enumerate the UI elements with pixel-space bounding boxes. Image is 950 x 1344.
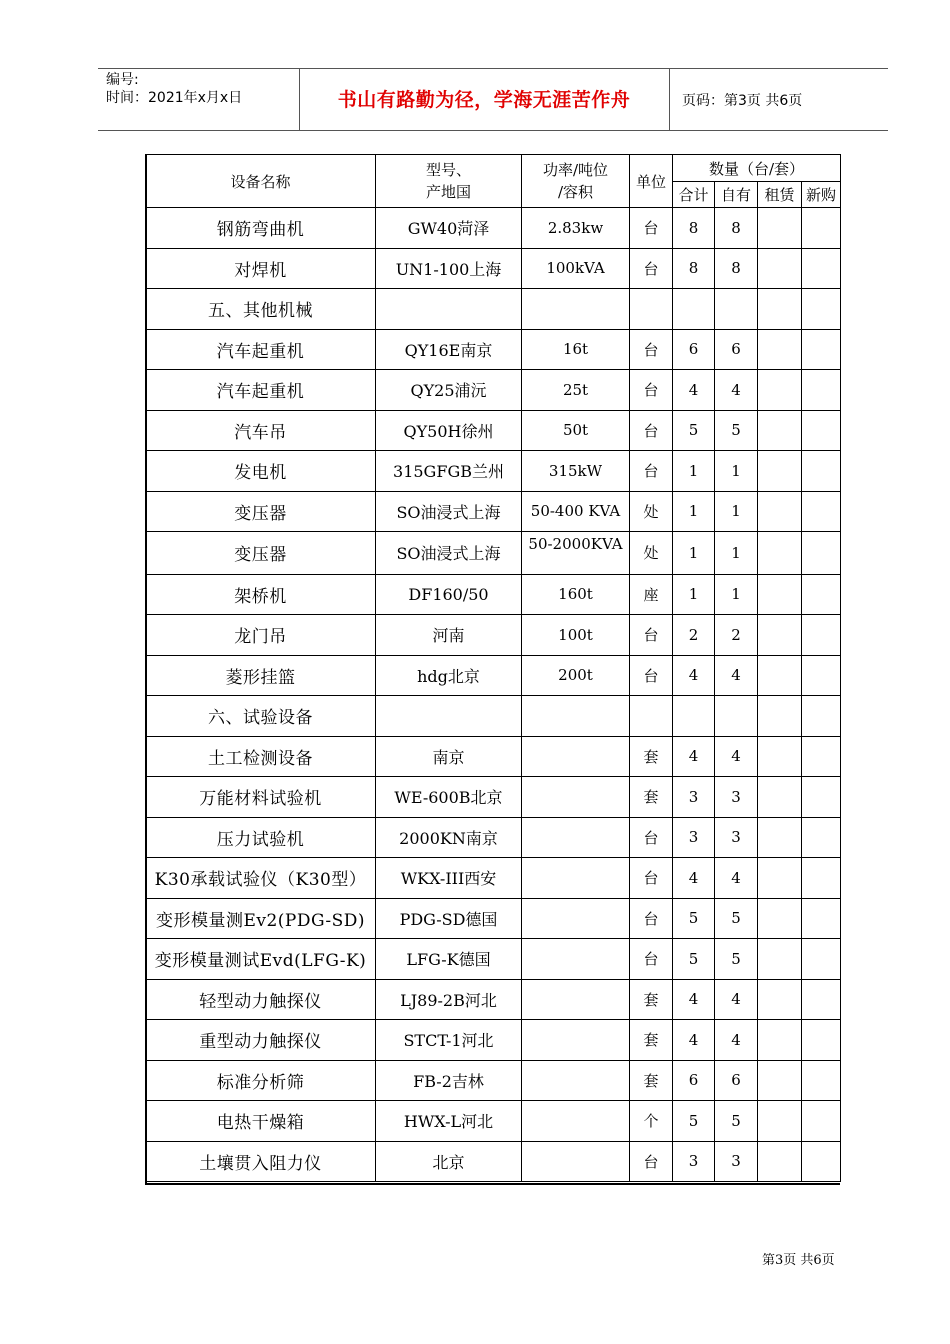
footer-page-info: 第3页 共6页 <box>762 1253 835 1268</box>
cell-total: 4 <box>673 655 715 696</box>
cell-name: 土工检测设备 <box>146 736 376 777</box>
cell-model: 北京 <box>376 1141 522 1182</box>
cell-rent <box>758 289 802 330</box>
cell-name: 发电机 <box>146 451 376 492</box>
cell-name: 汽车吊 <box>146 410 376 451</box>
cell-total: 4 <box>673 1020 715 1061</box>
cell-rent <box>758 898 802 939</box>
cell-power: 16t <box>522 329 630 370</box>
cell-unit: 套 <box>630 777 673 818</box>
table-row <box>146 451 841 492</box>
cell-power: 100t <box>522 615 630 656</box>
col-header-power-line2: /容积 <box>557 183 594 201</box>
cell-model: LJ89-2B河北 <box>376 979 522 1020</box>
cell-unit: 座 <box>630 574 673 615</box>
cell-name: 菱形挂篮 <box>146 655 376 696</box>
cell-unit: 处 <box>630 491 673 532</box>
cell-own: 3 <box>715 777 758 818</box>
cell-total <box>673 696 715 737</box>
cell-power: 100kVA <box>522 248 630 289</box>
cell-unit: 个 <box>630 1101 673 1142</box>
cell-new <box>802 777 841 818</box>
cell-total: 8 <box>673 248 715 289</box>
header-divider <box>669 69 670 130</box>
cell-total: 5 <box>673 1101 715 1142</box>
col-header-power-line1: 功率/吨位 <box>542 161 609 179</box>
page-header <box>98 68 888 131</box>
cell-power: 315kW <box>522 451 630 492</box>
cell-power: 50-400 KVA <box>522 491 630 532</box>
cell-name: 电热干燥箱 <box>146 1101 376 1142</box>
col-header-power <box>522 155 630 208</box>
table-row <box>146 491 841 532</box>
table-outer-border <box>145 1183 840 1185</box>
cell-model: HWX-L河北 <box>376 1101 522 1142</box>
cell-name: 万能材料试验机 <box>146 777 376 818</box>
cell-model: SO油浸式上海 <box>376 532 522 575</box>
cell-own: 1 <box>715 491 758 532</box>
cell-unit: 台 <box>630 817 673 858</box>
cell-own: 3 <box>715 1141 758 1182</box>
cell-total: 3 <box>673 777 715 818</box>
cell-power <box>522 777 630 818</box>
col-header-model-line1: 型号、 <box>425 161 471 179</box>
cell-name: 六、试验设备 <box>146 696 376 737</box>
cell-new <box>802 1020 841 1061</box>
cell-power: 2.83kw <box>522 208 630 249</box>
cell-rent <box>758 817 802 858</box>
cell-own: 2 <box>715 615 758 656</box>
cell-name: K30承载试验仪（K30型） <box>146 858 376 899</box>
cell-rent <box>758 410 802 451</box>
table-row <box>146 1020 841 1061</box>
time-label: 时间：2021年x月x日 <box>106 90 243 106</box>
cell-own <box>715 696 758 737</box>
cell-own: 4 <box>715 979 758 1020</box>
cell-unit <box>630 289 673 330</box>
cell-unit: 台 <box>630 655 673 696</box>
cell-rent <box>758 655 802 696</box>
cell-rent <box>758 615 802 656</box>
cell-name: 汽车起重机 <box>146 370 376 411</box>
cell-name: 对焊机 <box>146 248 376 289</box>
table-row <box>146 696 841 737</box>
cell-rent <box>758 370 802 411</box>
cell-new <box>802 370 841 411</box>
cell-unit: 台 <box>630 370 673 411</box>
cell-new <box>802 491 841 532</box>
cell-own: 4 <box>715 655 758 696</box>
cell-power: 25t <box>522 370 630 411</box>
cell-power <box>522 858 630 899</box>
cell-total: 1 <box>673 451 715 492</box>
cell-rent <box>758 329 802 370</box>
cell-unit: 套 <box>630 736 673 777</box>
cell-model: PDG-SD德国 <box>376 898 522 939</box>
cell-total: 1 <box>673 532 715 575</box>
table-body <box>146 208 841 1182</box>
cell-rent <box>758 858 802 899</box>
header-page-info: 页码：第3页 共6页 <box>682 93 803 109</box>
cell-power <box>522 939 630 980</box>
cell-model <box>376 289 522 330</box>
cell-model: LFG-K德国 <box>376 939 522 980</box>
cell-power <box>522 696 630 737</box>
table-row <box>146 289 841 330</box>
cell-rent <box>758 777 802 818</box>
cell-total: 6 <box>673 1060 715 1101</box>
table-row <box>146 1060 841 1101</box>
cell-power <box>522 817 630 858</box>
cell-new <box>802 289 841 330</box>
cell-own: 5 <box>715 939 758 980</box>
cell-own: 4 <box>715 858 758 899</box>
cell-unit: 台 <box>630 410 673 451</box>
cell-new <box>802 696 841 737</box>
cell-rent <box>758 574 802 615</box>
cell-unit: 处 <box>630 532 673 575</box>
cell-new <box>802 615 841 656</box>
table-row <box>146 736 841 777</box>
cell-rent <box>758 491 802 532</box>
cell-name: 变形模量测试Evd(LFG-K) <box>146 939 376 980</box>
cell-unit: 台 <box>630 858 673 899</box>
cell-new <box>802 817 841 858</box>
cell-power: 50t <box>522 410 630 451</box>
cell-rent <box>758 696 802 737</box>
cell-name: 架桥机 <box>146 574 376 615</box>
cell-name: 变形模量测Ev2(PDG-SD) <box>146 898 376 939</box>
cell-own: 5 <box>715 410 758 451</box>
table-row <box>146 858 841 899</box>
col-header-quantity: 数量（台/套） <box>673 155 841 182</box>
cell-new <box>802 532 841 575</box>
table-outer-border <box>145 154 147 1185</box>
header-meta <box>106 71 242 107</box>
cell-new <box>802 898 841 939</box>
cell-unit <box>630 696 673 737</box>
cell-model: 315GFGB兰州 <box>376 451 522 492</box>
cell-rent <box>758 248 802 289</box>
cell-own: 1 <box>715 574 758 615</box>
cell-power <box>522 289 630 330</box>
cell-model: QY50H徐州 <box>376 410 522 451</box>
cell-own: 8 <box>715 248 758 289</box>
cell-rent <box>758 1060 802 1101</box>
cell-power <box>522 1060 630 1101</box>
cell-own <box>715 289 758 330</box>
cell-name: 龙门吊 <box>146 615 376 656</box>
cell-rent <box>758 736 802 777</box>
header-motto: 书山有路勤为径，学海无涯苦作舟 <box>337 89 631 111</box>
cell-total: 4 <box>673 370 715 411</box>
cell-name: 变压器 <box>146 491 376 532</box>
col-header-model-line2: 产地国 <box>425 183 471 201</box>
cell-model: DF160/50 <box>376 574 522 615</box>
table-row <box>146 248 841 289</box>
col-header-own: 自有 <box>715 182 758 208</box>
table-row <box>146 208 841 249</box>
cell-name: 钢筋弯曲机 <box>146 208 376 249</box>
cell-model: 南京 <box>376 736 522 777</box>
cell-own: 4 <box>715 1020 758 1061</box>
cell-total: 3 <box>673 817 715 858</box>
col-header-unit: 单位 <box>630 155 673 208</box>
table-row <box>146 1101 841 1142</box>
cell-total: 5 <box>673 939 715 980</box>
cell-unit: 台 <box>630 898 673 939</box>
cell-rent <box>758 1020 802 1061</box>
cell-new <box>802 574 841 615</box>
cell-rent <box>758 939 802 980</box>
cell-total: 4 <box>673 979 715 1020</box>
cell-model: FB-2吉林 <box>376 1060 522 1101</box>
cell-total: 4 <box>673 736 715 777</box>
cell-own: 3 <box>715 817 758 858</box>
cell-rent <box>758 208 802 249</box>
col-header-name: 设备名称 <box>146 155 376 208</box>
cell-power: 50-2000KVA <box>522 532 630 575</box>
cell-total: 5 <box>673 898 715 939</box>
cell-new <box>802 979 841 1020</box>
cell-model: WE-600B北京 <box>376 777 522 818</box>
cell-total: 5 <box>673 410 715 451</box>
cell-own: 1 <box>715 532 758 575</box>
cell-unit: 台 <box>630 939 673 980</box>
cell-own: 6 <box>715 329 758 370</box>
cell-new <box>802 1101 841 1142</box>
cell-total: 8 <box>673 208 715 249</box>
cell-total: 1 <box>673 491 715 532</box>
cell-rent <box>758 532 802 575</box>
cell-new <box>802 939 841 980</box>
cell-model: 河南 <box>376 615 522 656</box>
cell-model: hdg北京 <box>376 655 522 696</box>
cell-model: 2000KN南京 <box>376 817 522 858</box>
cell-model: SO油浸式上海 <box>376 491 522 532</box>
cell-rent <box>758 451 802 492</box>
cell-new <box>802 329 841 370</box>
cell-own: 5 <box>715 898 758 939</box>
cell-own: 6 <box>715 1060 758 1101</box>
table-row <box>146 574 841 615</box>
table-row <box>146 817 841 858</box>
cell-rent <box>758 1101 802 1142</box>
cell-unit: 套 <box>630 979 673 1020</box>
table-header-row <box>146 155 841 182</box>
cell-power <box>522 1020 630 1061</box>
cell-model: QY25浦沅 <box>376 370 522 411</box>
cell-total: 3 <box>673 1141 715 1182</box>
cell-power <box>522 1141 630 1182</box>
cell-total: 4 <box>673 858 715 899</box>
cell-name: 汽车起重机 <box>146 329 376 370</box>
cell-name: 轻型动力触探仪 <box>146 979 376 1020</box>
cell-own: 1 <box>715 451 758 492</box>
cell-power <box>522 736 630 777</box>
cell-unit: 台 <box>630 1141 673 1182</box>
equipment-table <box>145 154 841 1182</box>
cell-power <box>522 979 630 1020</box>
cell-model: GW40菏泽 <box>376 208 522 249</box>
cell-rent <box>758 979 802 1020</box>
cell-name: 变压器 <box>146 532 376 575</box>
cell-power <box>522 898 630 939</box>
cell-total: 2 <box>673 615 715 656</box>
cell-unit: 套 <box>630 1060 673 1101</box>
cell-power: 160t <box>522 574 630 615</box>
table-row <box>146 979 841 1020</box>
cell-unit: 台 <box>630 329 673 370</box>
cell-power <box>522 1101 630 1142</box>
cell-unit: 台 <box>630 208 673 249</box>
table-row <box>146 898 841 939</box>
cell-own: 5 <box>715 1101 758 1142</box>
cell-new <box>802 1141 841 1182</box>
cell-name: 标准分析筛 <box>146 1060 376 1101</box>
cell-new <box>802 736 841 777</box>
table-row <box>146 410 841 451</box>
cell-new <box>802 1060 841 1101</box>
cell-rent <box>758 1141 802 1182</box>
cell-new <box>802 858 841 899</box>
cell-unit: 台 <box>630 248 673 289</box>
table-row <box>146 370 841 411</box>
table-row <box>146 615 841 656</box>
cell-model: STCT-1河北 <box>376 1020 522 1061</box>
cell-new <box>802 451 841 492</box>
cell-total <box>673 289 715 330</box>
cell-new <box>802 410 841 451</box>
cell-own: 4 <box>715 736 758 777</box>
table-row <box>146 329 841 370</box>
cell-new <box>802 655 841 696</box>
table-row <box>146 939 841 980</box>
cell-total: 1 <box>673 574 715 615</box>
table-row <box>146 1141 841 1182</box>
cell-name: 压力试验机 <box>146 817 376 858</box>
cell-unit: 套 <box>630 1020 673 1061</box>
serial-label: 编号: <box>106 72 139 88</box>
table-row <box>146 655 841 696</box>
cell-unit: 台 <box>630 451 673 492</box>
col-header-total: 合计 <box>673 182 715 208</box>
col-header-rent: 租赁 <box>758 182 802 208</box>
cell-model: UN1-100上海 <box>376 248 522 289</box>
cell-own: 4 <box>715 370 758 411</box>
cell-unit: 台 <box>630 615 673 656</box>
cell-total: 6 <box>673 329 715 370</box>
cell-power: 200t <box>522 655 630 696</box>
cell-new <box>802 208 841 249</box>
cell-model <box>376 696 522 737</box>
col-header-new: 新购 <box>802 182 841 208</box>
cell-model: QY16E南京 <box>376 329 522 370</box>
cell-name: 重型动力触探仪 <box>146 1020 376 1061</box>
cell-name: 土壤贯入阻力仪 <box>146 1141 376 1182</box>
col-header-model <box>376 155 522 208</box>
cell-own: 8 <box>715 208 758 249</box>
table-row <box>146 777 841 818</box>
table-row <box>146 532 841 575</box>
cell-new <box>802 248 841 289</box>
cell-name: 五、其他机械 <box>146 289 376 330</box>
cell-model: WKX-III西安 <box>376 858 522 899</box>
